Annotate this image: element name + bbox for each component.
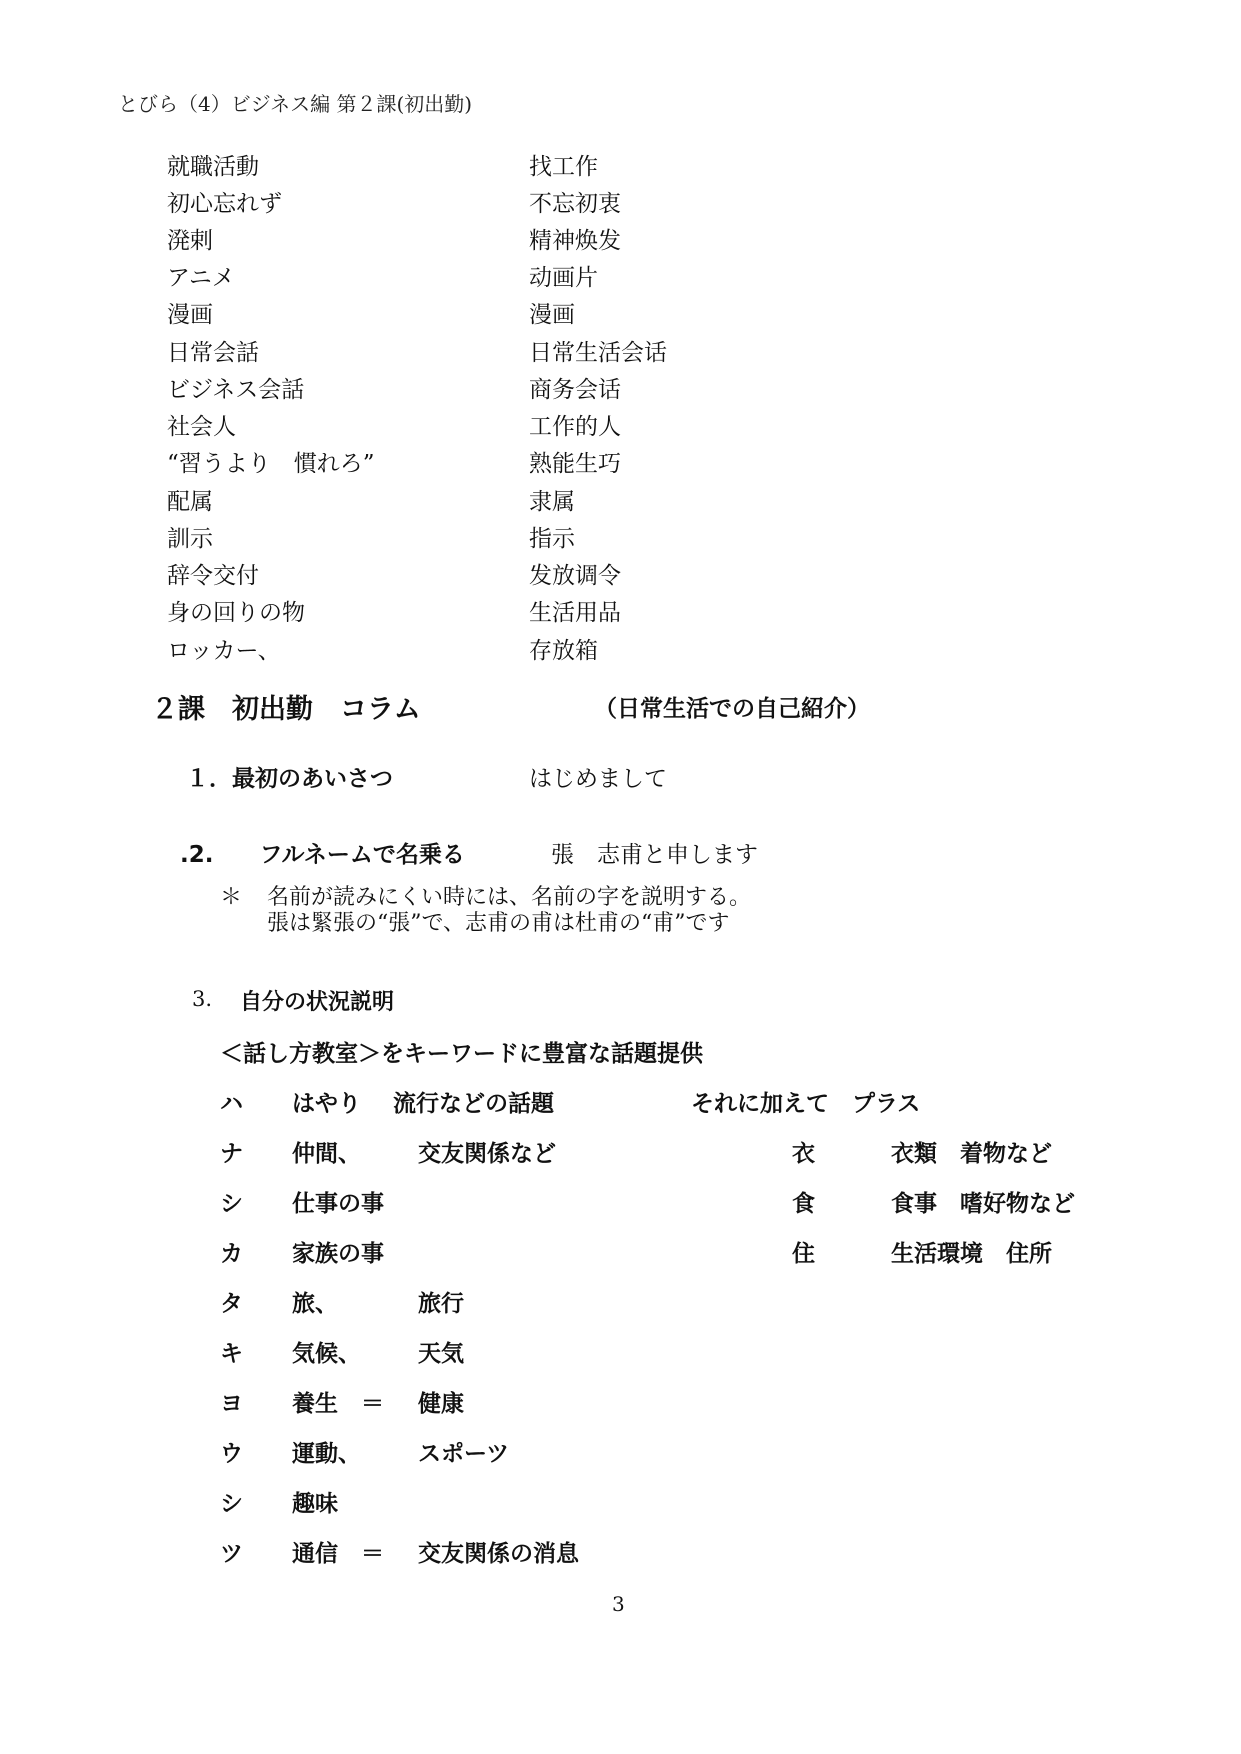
vocab-zh: 隶属: [529, 489, 575, 515]
note-line-1: 名前が読みにくい時には、名前の字を説明する。: [267, 885, 752, 910]
topic-term: 仲間、: [292, 1141, 361, 1167]
vocab-zh: 存放箱: [529, 638, 598, 664]
vocab-jp: 訓示: [167, 526, 213, 552]
vocab-zh: 找工作: [529, 154, 598, 180]
topic-term: 仕事の事: [292, 1191, 384, 1217]
vocab-zh: 动画片: [529, 265, 598, 291]
vocab-zh: 发放调令: [529, 563, 621, 589]
vocab-jp: ビジネス会話: [167, 377, 305, 403]
topic-kana: タ: [220, 1291, 243, 1317]
topic-desc: 健康: [418, 1391, 464, 1417]
document-header: とびら（4）ビジネス編 第２課(初出勤): [118, 92, 473, 116]
topic-term: 旅、: [292, 1291, 338, 1317]
topic-kana: シ: [220, 1491, 243, 1517]
column-subtitle: （日常生活での自己紹介）: [594, 696, 870, 722]
plus-kanji: 食: [792, 1191, 815, 1217]
plus-desc: 衣類 着物など: [891, 1141, 1052, 1167]
vocab-jp: 社会人: [167, 414, 236, 440]
vocab-jp: ロッカー、: [167, 638, 281, 664]
topic-desc: 交友関係の消息: [418, 1541, 579, 1567]
vocab-jp: “習うより 慣れろ”: [167, 451, 375, 477]
vocab-zh: 生活用品: [529, 600, 621, 626]
vocab-jp: 身の回りの物: [167, 600, 305, 626]
vocab-zh: 不忘初衷: [529, 191, 621, 217]
topic-kana: ウ: [220, 1441, 243, 1467]
vocab-jp: 漫画: [167, 302, 213, 328]
vocab-zh: 日常生活会话: [529, 340, 667, 366]
topic-kana: シ: [220, 1191, 243, 1217]
vocab-jp: 初心忘れず: [167, 191, 282, 217]
topic-term: 運動、: [292, 1441, 361, 1467]
vocab-zh: 精神焕发: [529, 228, 621, 254]
plus-kanji: 衣: [792, 1141, 815, 1167]
section3-intro: ＜話し方教室＞をキーワードに豊富な話題提供: [220, 1041, 703, 1067]
note-mark: ＊: [220, 885, 243, 910]
vocab-zh: 工作的人: [529, 414, 621, 440]
topic-term: 家族の事: [292, 1241, 384, 1267]
plus-desc: 生活環境 住所: [891, 1241, 1052, 1267]
plus-label: それに加えて プラス: [691, 1091, 921, 1117]
topic-kana: ハ: [220, 1091, 243, 1117]
topic-term: 気候、: [292, 1341, 361, 1367]
vocab-zh: 熟能生巧: [529, 451, 621, 477]
page-number: 3: [612, 1592, 625, 1616]
topic-term: 養生 ＝: [292, 1391, 384, 1417]
section3-label: 自分の状況説明: [240, 990, 395, 1015]
vocab-zh: 漫画: [529, 302, 575, 328]
vocab-zh: 商务会话: [529, 377, 621, 403]
section1-label: １．最初のあいさつ: [186, 766, 393, 792]
topic-term: はやり: [292, 1091, 361, 1117]
section3-number: 3.: [192, 987, 213, 1011]
topic-desc: スポーツ: [418, 1441, 510, 1467]
section2-label: .2. フルネームで名乗る: [180, 842, 465, 868]
vocab-zh: 指示: [529, 526, 575, 552]
note-line-2: 張は緊張の“張”で、志甫の甫は杜甫の“甫”です: [267, 911, 730, 936]
topic-kana: カ: [220, 1241, 243, 1267]
plus-desc: 食事 嗜好物など: [891, 1191, 1075, 1217]
vocab-jp: 溌剌: [167, 228, 213, 254]
section2-example: 張 志甫と申します: [551, 842, 758, 868]
topic-term: 通信 ＝: [292, 1541, 384, 1567]
vocab-jp: 就職活動: [167, 154, 259, 180]
topic-kana: ツ: [220, 1541, 243, 1567]
section1-example: はじめまして: [529, 766, 667, 792]
topic-desc: 旅行: [418, 1291, 464, 1317]
plus-kanji: 住: [792, 1241, 815, 1267]
topic-desc: 天気: [418, 1341, 464, 1367]
topic-kana: ナ: [220, 1141, 243, 1167]
vocab-jp: 配属: [167, 489, 213, 515]
vocab-jp: 日常会話: [167, 340, 259, 366]
topic-kana: ヨ: [220, 1391, 243, 1417]
column-title: ２課 初出勤 コラム: [151, 694, 421, 725]
topic-term: 趣味: [292, 1491, 338, 1517]
vocab-jp: アニメ: [167, 265, 235, 291]
vocab-jp: 辞令交付: [167, 563, 259, 589]
topic-desc: 交友関係など: [418, 1141, 556, 1167]
topic-kana: キ: [220, 1341, 243, 1367]
topic-desc: 流行などの話題: [393, 1091, 554, 1117]
